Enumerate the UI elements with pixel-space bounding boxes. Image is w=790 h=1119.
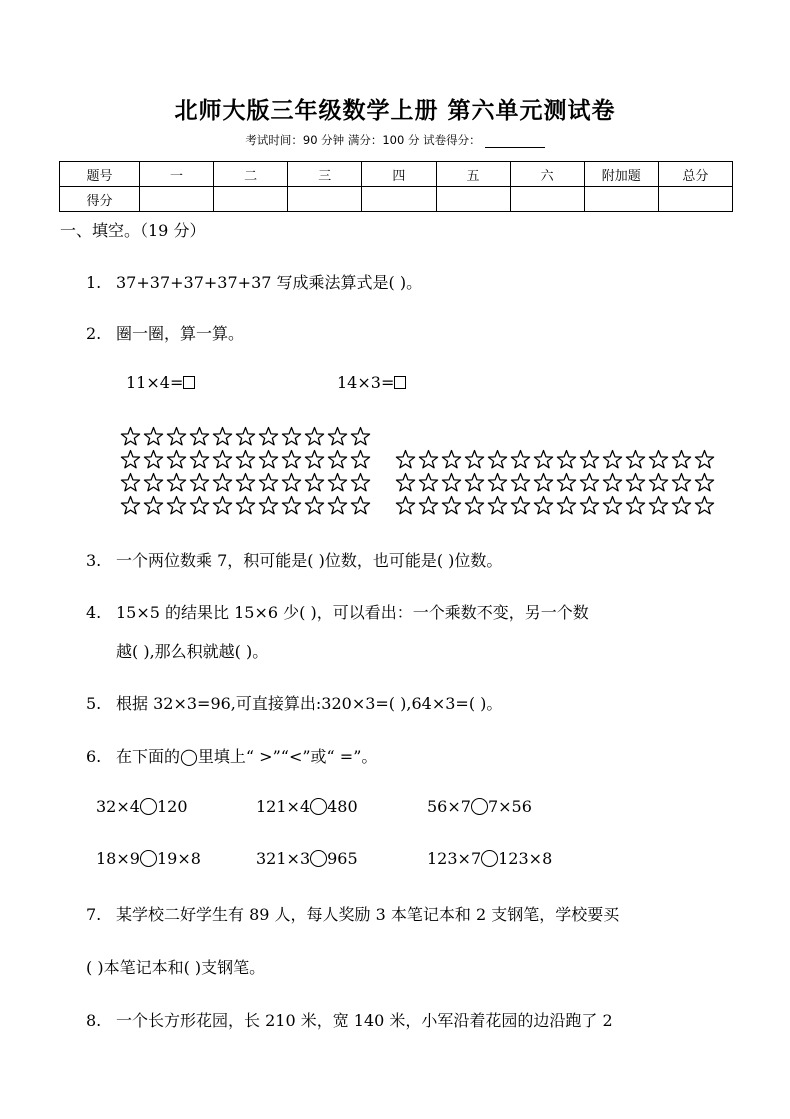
compare-circle — [140, 850, 157, 867]
star-icon — [670, 471, 693, 494]
star-icon — [624, 494, 647, 517]
star-icon — [188, 448, 211, 471]
compare-circle — [140, 798, 157, 815]
star-icon — [142, 425, 165, 448]
header-cell: 题号 — [60, 162, 140, 187]
star-row — [119, 448, 372, 471]
star-icon — [349, 425, 372, 448]
header-cell: 附加题 — [584, 162, 658, 187]
score-cell — [510, 187, 584, 212]
compare-left: 121×4 — [256, 797, 311, 816]
star-icon — [509, 471, 532, 494]
star-icon — [280, 425, 303, 448]
star-icon — [624, 471, 647, 494]
star-icon — [119, 471, 142, 494]
star-icon — [188, 494, 211, 517]
question-text: 15×5 的结果比 15×6 少( )，可以看出：一个乘数不变，另一个数 — [116, 603, 589, 622]
star-icon — [486, 471, 509, 494]
question-text: 某学校二好学生有 89 人，每人奖励 3 本笔记本和 2 支钢笔，学校要买 — [116, 905, 620, 924]
star-icon — [532, 494, 555, 517]
star-row — [394, 494, 716, 517]
star-icon — [578, 471, 601, 494]
question-7 — [86, 902, 619, 925]
star-icon — [532, 448, 555, 471]
star-row — [119, 471, 372, 494]
star-icon — [165, 425, 188, 448]
star-icon — [670, 448, 693, 471]
header-cell: 五 — [436, 162, 510, 187]
score-table — [59, 161, 733, 212]
star-icon — [532, 471, 555, 494]
star-group-left — [119, 425, 372, 517]
compare-right: 7×56 — [487, 797, 532, 816]
question-number: 1. — [86, 273, 102, 292]
star-icon — [234, 425, 257, 448]
star-icon — [142, 448, 165, 471]
star-icon — [165, 494, 188, 517]
page-title: 北师大版三年级数学上册 第六单元测试卷 — [174, 98, 616, 124]
score-cell — [288, 187, 362, 212]
question-4-line2 — [116, 639, 268, 662]
star-icon — [303, 494, 326, 517]
star-icon — [119, 425, 142, 448]
star-icon — [280, 494, 303, 517]
answer-box — [183, 376, 195, 389]
compare-circle — [481, 850, 498, 867]
star-icon — [257, 425, 280, 448]
score-blank — [485, 136, 545, 148]
compare-circle — [471, 798, 488, 815]
star-icon — [647, 471, 670, 494]
question-text: 越( ),那么积就越( )。 — [116, 642, 269, 661]
star-icon — [326, 425, 349, 448]
question-8 — [86, 1008, 613, 1031]
header-cell: 二 — [214, 162, 288, 187]
star-icon — [417, 494, 440, 517]
compare-right: 480 — [327, 797, 358, 816]
compare-item — [96, 849, 201, 868]
star-icon — [394, 494, 417, 517]
star-icon — [417, 471, 440, 494]
score-cell — [436, 187, 510, 212]
star-icon — [211, 448, 234, 471]
section-title: 一、填空。（19 分） — [60, 221, 206, 240]
question-5 — [86, 691, 502, 714]
star-icon — [280, 448, 303, 471]
star-icon — [257, 494, 280, 517]
star-icon — [188, 471, 211, 494]
compare-left: 32×4 — [96, 797, 140, 816]
star-icon — [349, 448, 372, 471]
answer-box — [394, 376, 406, 389]
header-cell: 四 — [362, 162, 436, 187]
question-text: 根据 32×3=96,可直接算出:320×3=( ),64×3=( )。 — [116, 694, 503, 713]
compare-left: 18×9 — [96, 849, 140, 868]
question-number: 7. — [86, 905, 102, 924]
star-icon — [303, 448, 326, 471]
star-icon — [280, 471, 303, 494]
star-icon — [440, 494, 463, 517]
score-cell — [658, 187, 732, 212]
compare-left: 321×3 — [256, 849, 311, 868]
star-icon — [165, 471, 188, 494]
star-icon — [326, 471, 349, 494]
question-text: 37+37+37+37+37 写成乘法算式是( )。 — [116, 273, 423, 292]
score-table-score-row — [60, 187, 733, 212]
header-cell: 三 — [288, 162, 362, 187]
question-text: 在下面的◯里填上“ >”“<”或“ =”。 — [116, 747, 378, 766]
compare-left: 56×7 — [427, 797, 471, 816]
star-icon — [394, 471, 417, 494]
star-icon — [417, 448, 440, 471]
score-table-header-row — [60, 162, 733, 187]
star-icon — [624, 448, 647, 471]
star-row — [119, 494, 372, 517]
star-icon — [211, 425, 234, 448]
score-cell — [214, 187, 288, 212]
star-icon — [555, 448, 578, 471]
compare-item — [256, 797, 358, 816]
score-cell — [584, 187, 658, 212]
star-icon — [555, 471, 578, 494]
star-row — [119, 425, 372, 448]
question-text: 圈一圈，算一算。 — [116, 324, 245, 343]
star-row — [394, 471, 716, 494]
star-icon — [578, 448, 601, 471]
star-icon — [463, 471, 486, 494]
exam-info-text: 考试时间：90 分钟 满分：100 分 试卷得分： — [245, 133, 481, 147]
star-icon — [234, 448, 257, 471]
star-icon — [509, 448, 532, 471]
star-icon — [349, 494, 372, 517]
star-icon — [647, 494, 670, 517]
compare-right: 120 — [156, 797, 188, 816]
star-icon — [693, 448, 716, 471]
equation-11x4 — [126, 373, 195, 392]
star-icon — [303, 471, 326, 494]
star-icon — [601, 448, 624, 471]
question-number: 6. — [86, 747, 102, 766]
star-icon — [234, 494, 257, 517]
compare-item — [427, 797, 532, 816]
question-3 — [86, 548, 502, 571]
header-cell: 六 — [510, 162, 584, 187]
compare-left: 123×7 — [427, 849, 482, 868]
star-icon — [234, 471, 257, 494]
exam-info — [0, 132, 790, 148]
star-icon — [326, 494, 349, 517]
compare-circle — [310, 798, 327, 815]
star-icon — [509, 494, 532, 517]
question-text: 一个两位数乘 7，积可能是( )位数，也可能是( )位数。 — [116, 551, 503, 570]
question-7-line2 — [86, 955, 265, 978]
star-icon — [142, 471, 165, 494]
question-6 — [86, 744, 377, 767]
compare-right: 123×8 — [498, 849, 553, 868]
row-label: 得分 — [60, 187, 140, 212]
equation-14x3 — [337, 373, 406, 392]
star-icon — [303, 425, 326, 448]
star-icon — [119, 494, 142, 517]
star-icon — [188, 425, 211, 448]
star-icon — [440, 471, 463, 494]
star-icon — [211, 471, 234, 494]
compare-right: 19×8 — [156, 849, 201, 868]
star-icon — [142, 494, 165, 517]
star-icon — [601, 471, 624, 494]
question-1 — [86, 270, 422, 293]
equation-text: 14×3= — [337, 373, 395, 392]
question-number: 3. — [86, 551, 102, 570]
compare-item — [96, 797, 188, 816]
question-text: ( )本笔记本和( )支钢笔。 — [86, 958, 266, 977]
header-cell: 一 — [140, 162, 214, 187]
star-icon — [647, 448, 670, 471]
star-icon — [693, 494, 716, 517]
header-cell: 总分 — [658, 162, 732, 187]
star-icon — [326, 448, 349, 471]
question-4 — [86, 600, 589, 623]
question-number: 5. — [86, 694, 102, 713]
compare-item — [256, 849, 358, 868]
question-2 — [86, 321, 244, 344]
star-icon — [601, 494, 624, 517]
compare-item — [427, 849, 552, 868]
star-icon — [555, 494, 578, 517]
compare-right: 965 — [327, 849, 358, 868]
star-group-right — [394, 448, 716, 517]
star-icon — [349, 471, 372, 494]
score-cell — [140, 187, 214, 212]
star-icon — [257, 471, 280, 494]
star-icon — [486, 494, 509, 517]
star-icon — [440, 448, 463, 471]
equation-text: 11×4= — [126, 373, 184, 392]
star-icon — [693, 471, 716, 494]
question-number: 8. — [86, 1011, 102, 1030]
question-number: 2. — [86, 324, 102, 343]
star-icon — [578, 494, 601, 517]
star-icon — [257, 448, 280, 471]
star-row — [394, 448, 716, 471]
star-icon — [463, 448, 486, 471]
score-cell — [362, 187, 436, 212]
question-number: 4. — [86, 603, 102, 622]
star-icon — [211, 494, 234, 517]
question-text: 一个长方形花园，长 210 米，宽 140 米，小军沿着花园的边沿跑了 2 — [116, 1011, 613, 1030]
star-icon — [119, 448, 142, 471]
star-icon — [486, 448, 509, 471]
star-icon — [394, 448, 417, 471]
star-icon — [165, 448, 188, 471]
star-icon — [463, 494, 486, 517]
star-icon — [670, 494, 693, 517]
compare-circle — [310, 850, 327, 867]
